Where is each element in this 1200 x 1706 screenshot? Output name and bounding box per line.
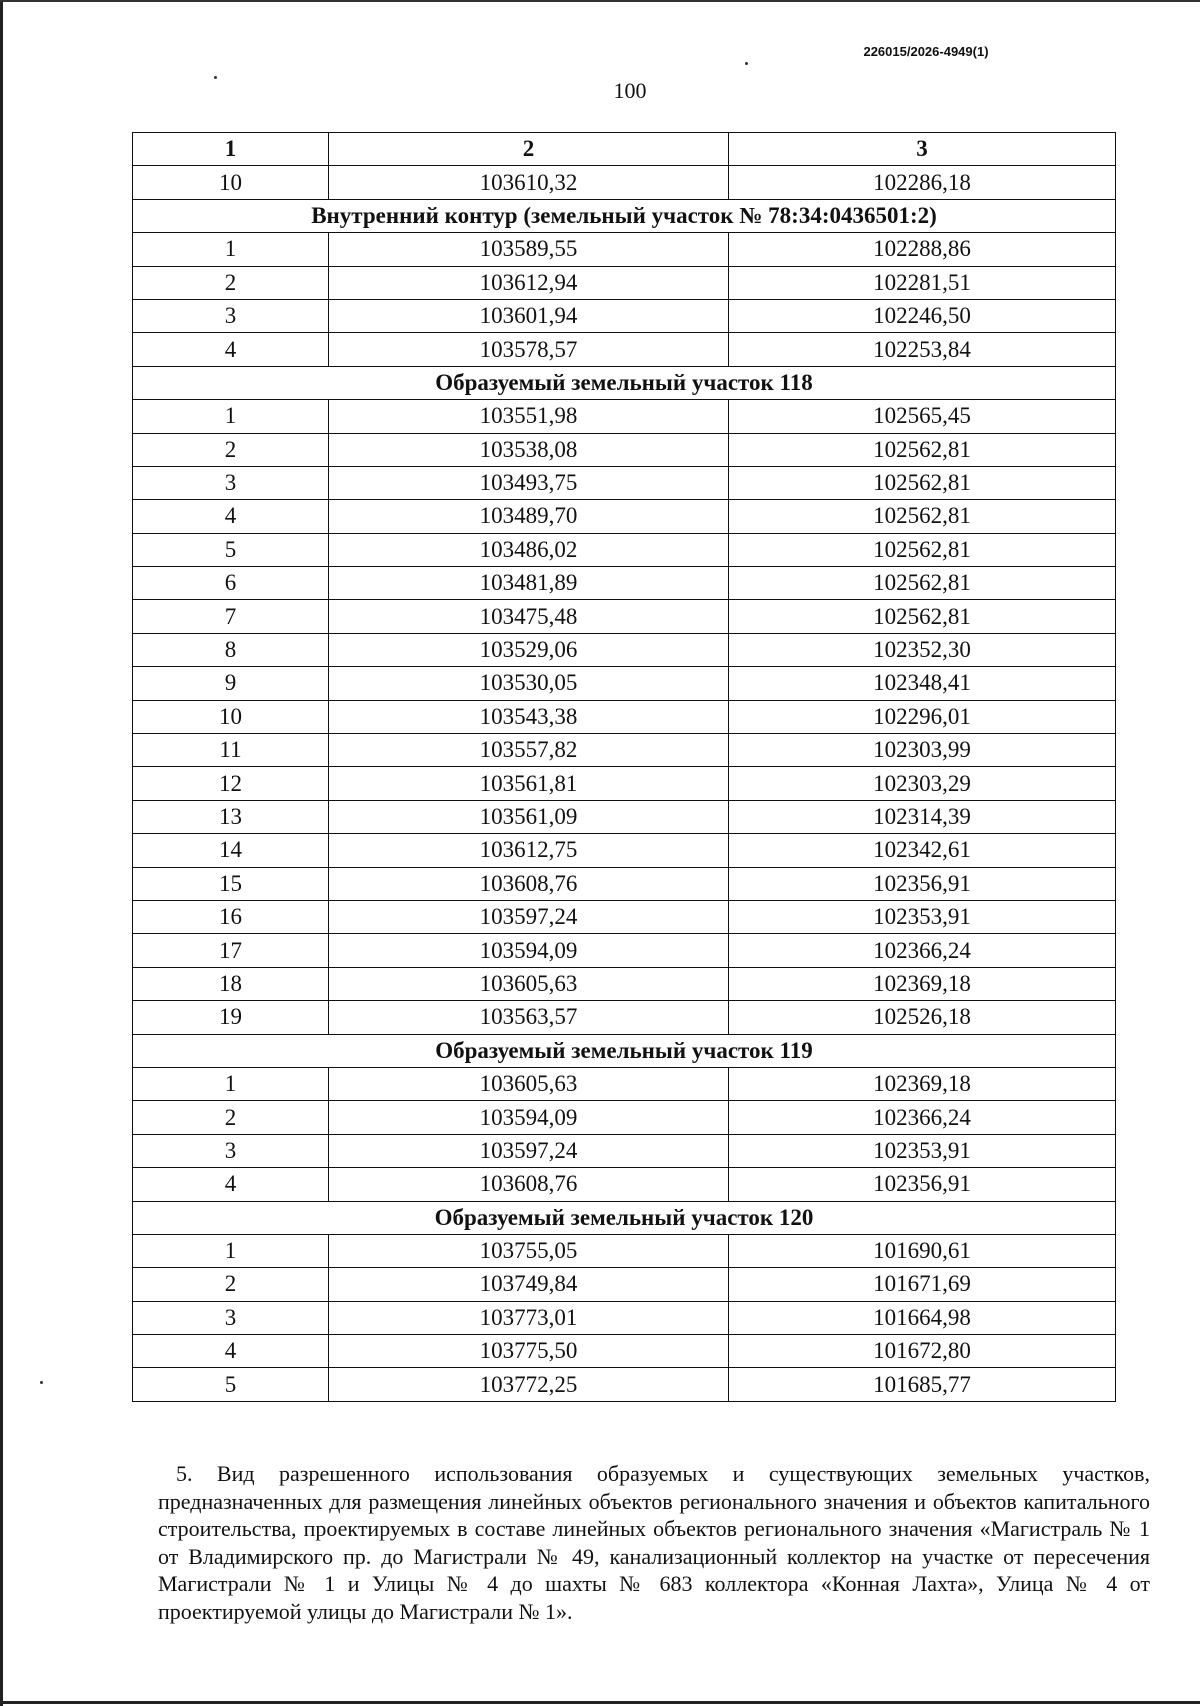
point-number-cell: 3 xyxy=(133,466,329,499)
point-number-cell: 2 xyxy=(133,266,329,299)
x-coordinate-cell: 103589,55 xyxy=(329,233,729,266)
y-coordinate-cell: 101672,80 xyxy=(729,1335,1116,1368)
y-coordinate-cell: 102353,91 xyxy=(729,1134,1116,1167)
x-coordinate-cell: 103489,70 xyxy=(329,500,729,533)
table-section-row xyxy=(133,1034,1116,1067)
x-coordinate-cell: 103597,24 xyxy=(329,1134,729,1167)
point-number-cell: 1 xyxy=(133,1067,329,1100)
table-row xyxy=(133,533,1116,566)
y-coordinate-cell: 102314,39 xyxy=(729,800,1116,833)
x-coordinate-cell: 103493,75 xyxy=(329,466,729,499)
point-number-cell: 2 xyxy=(133,1268,329,1301)
x-coordinate-cell: 103612,75 xyxy=(329,834,729,867)
x-coordinate-cell: 103749,84 xyxy=(329,1268,729,1301)
point-number-cell: 17 xyxy=(133,934,329,967)
section-title: Образуемый земельный участок 120 xyxy=(133,1201,1116,1234)
page-number: 100 xyxy=(613,78,647,103)
x-coordinate-cell: 103529,06 xyxy=(329,633,729,666)
table-row xyxy=(133,800,1116,833)
point-number-cell: 18 xyxy=(133,967,329,1000)
coordinates-table-container xyxy=(132,132,1115,1402)
y-coordinate-cell: 102562,81 xyxy=(729,500,1116,533)
point-number-cell: 10 xyxy=(133,166,329,199)
section-title: Образуемый земельный участок 119 xyxy=(133,1034,1116,1067)
y-coordinate-cell: 102526,18 xyxy=(729,1001,1116,1034)
document-registration-number: 226015/2026-4949(1) xyxy=(863,44,989,59)
table-row xyxy=(133,1168,1116,1201)
x-coordinate-cell: 103538,08 xyxy=(329,433,729,466)
point-number-cell: 15 xyxy=(133,867,329,900)
x-coordinate-cell: 103608,76 xyxy=(329,1168,729,1201)
table-row xyxy=(133,1301,1116,1334)
point-number-cell: 5 xyxy=(133,533,329,566)
y-coordinate-cell: 102356,91 xyxy=(729,1168,1116,1201)
table-row xyxy=(133,1368,1116,1401)
table-section-row xyxy=(133,366,1116,399)
x-coordinate-cell: 103551,98 xyxy=(329,400,729,433)
y-coordinate-cell: 102562,81 xyxy=(729,600,1116,633)
x-coordinate-cell: 103578,57 xyxy=(329,333,729,366)
point-number-cell: 3 xyxy=(133,1301,329,1334)
point-number-cell: 3 xyxy=(133,299,329,332)
table-row xyxy=(133,433,1116,466)
table-row xyxy=(133,266,1116,299)
x-coordinate-cell: 103594,09 xyxy=(329,934,729,967)
table-section-row xyxy=(133,1201,1116,1234)
point-number-cell: 2 xyxy=(133,433,329,466)
table-row xyxy=(133,1268,1116,1301)
table-row xyxy=(133,1067,1116,1100)
x-coordinate-cell: 103772,25 xyxy=(329,1368,729,1401)
y-coordinate-cell: 102565,45 xyxy=(729,400,1116,433)
y-coordinate-cell: 102353,91 xyxy=(729,900,1116,933)
page-frame-bottom-edge xyxy=(0,1701,1200,1704)
y-coordinate-cell: 102369,18 xyxy=(729,1067,1116,1100)
table-header-row xyxy=(133,133,1116,166)
x-coordinate-cell: 103775,50 xyxy=(329,1335,729,1368)
point-number-cell: 1 xyxy=(133,400,329,433)
table-row xyxy=(133,1234,1116,1267)
point-number-cell: 19 xyxy=(133,1001,329,1034)
y-coordinate-cell: 102366,24 xyxy=(729,934,1116,967)
point-number-cell: 1 xyxy=(133,233,329,266)
point-number-cell: 10 xyxy=(133,700,329,733)
table-row xyxy=(133,233,1116,266)
x-coordinate-cell: 103605,63 xyxy=(329,967,729,1000)
x-coordinate-cell: 103755,05 xyxy=(329,1234,729,1267)
point-number-cell: 6 xyxy=(133,567,329,600)
coordinates-table xyxy=(132,132,1116,1402)
y-coordinate-cell: 102303,99 xyxy=(729,734,1116,767)
section-title: Образуемый земельный участок 118 xyxy=(133,366,1116,399)
point-number-cell: 2 xyxy=(133,1101,329,1134)
point-number-cell: 9 xyxy=(133,667,329,700)
point-number-cell: 11 xyxy=(133,734,329,767)
scan-speck xyxy=(745,62,748,65)
y-coordinate-cell: 101671,69 xyxy=(729,1268,1116,1301)
table-body xyxy=(133,166,1116,1401)
table-row xyxy=(133,834,1116,867)
table-row xyxy=(133,867,1116,900)
section-title: Внутренний контур (земельный участок № 78:34:0436501:2) xyxy=(133,199,1116,232)
x-coordinate-cell: 103557,82 xyxy=(329,734,729,767)
point-number-cell: 5 xyxy=(133,1368,329,1401)
table-row xyxy=(133,600,1116,633)
y-coordinate-cell: 102281,51 xyxy=(729,266,1116,299)
x-coordinate-cell: 103610,32 xyxy=(329,166,729,199)
column-header: 1 xyxy=(133,133,329,166)
x-coordinate-cell: 103773,01 xyxy=(329,1301,729,1334)
point-number-cell: 14 xyxy=(133,834,329,867)
y-coordinate-cell: 102562,81 xyxy=(729,567,1116,600)
table-row xyxy=(133,166,1116,199)
point-number-cell: 7 xyxy=(133,600,329,633)
x-coordinate-cell: 103601,94 xyxy=(329,299,729,332)
table-row xyxy=(133,967,1116,1000)
x-coordinate-cell: 103561,81 xyxy=(329,767,729,800)
y-coordinate-cell: 102342,61 xyxy=(729,834,1116,867)
y-coordinate-cell: 102348,41 xyxy=(729,667,1116,700)
table-row xyxy=(133,466,1116,499)
x-coordinate-cell: 103543,38 xyxy=(329,700,729,733)
x-coordinate-cell: 103594,09 xyxy=(329,1101,729,1134)
table-row xyxy=(133,1001,1116,1034)
x-coordinate-cell: 103561,09 xyxy=(329,800,729,833)
scan-speck xyxy=(40,1381,43,1384)
x-coordinate-cell: 103475,48 xyxy=(329,600,729,633)
table-row xyxy=(133,567,1116,600)
point-number-cell: 12 xyxy=(133,767,329,800)
table-row xyxy=(133,1335,1116,1368)
y-coordinate-cell: 102246,50 xyxy=(729,299,1116,332)
table-row xyxy=(133,633,1116,666)
point-number-cell: 3 xyxy=(133,1134,329,1167)
usage-type-paragraph: 5. Вид разрешенного использования образуемых и существующих земельных участков, предназначенных для размещения линейных объектов регионального значения и объектов капитального строительства, проектируемых в составе линейных объектов регионального значения «Магистраль № 1 от Владимирского пр. до Магистрали № 49, канализационный коллектор на участке от пересечения Магистрали № 1 и Улицы № 4 до шахты № 683 коллектора «Конная Лахта», Улица № 4 от проектируемой улицы до Магистрали № 1». xyxy=(158,1461,1150,1624)
table-row xyxy=(133,900,1116,933)
x-coordinate-cell: 103486,02 xyxy=(329,533,729,566)
table-row xyxy=(133,767,1116,800)
x-coordinate-cell: 103563,57 xyxy=(329,1001,729,1034)
y-coordinate-cell: 102366,24 xyxy=(729,1101,1116,1134)
point-number-cell: 4 xyxy=(133,333,329,366)
x-coordinate-cell: 103481,89 xyxy=(329,567,729,600)
y-coordinate-cell: 101685,77 xyxy=(729,1368,1116,1401)
y-coordinate-cell: 102562,81 xyxy=(729,433,1116,466)
y-coordinate-cell: 102562,81 xyxy=(729,533,1116,566)
x-coordinate-cell: 103612,94 xyxy=(329,266,729,299)
column-header: 2 xyxy=(329,133,729,166)
table-row xyxy=(133,700,1116,733)
point-number-cell: 16 xyxy=(133,900,329,933)
table-row xyxy=(133,500,1116,533)
point-number-cell: 1 xyxy=(133,1234,329,1267)
scan-speck xyxy=(214,76,217,79)
point-number-cell: 13 xyxy=(133,800,329,833)
y-coordinate-cell: 102288,86 xyxy=(729,233,1116,266)
y-coordinate-cell: 102562,81 xyxy=(729,466,1116,499)
table-row xyxy=(133,667,1116,700)
point-number-cell: 8 xyxy=(133,633,329,666)
page-frame-left-edge xyxy=(0,0,3,1706)
x-coordinate-cell: 103530,05 xyxy=(329,667,729,700)
table-row xyxy=(133,734,1116,767)
x-coordinate-cell: 103597,24 xyxy=(329,900,729,933)
y-coordinate-cell: 101664,98 xyxy=(729,1301,1116,1334)
table-row xyxy=(133,1134,1116,1167)
table-row xyxy=(133,1101,1116,1134)
table-section-row xyxy=(133,199,1116,232)
point-number-cell: 4 xyxy=(133,1168,329,1201)
y-coordinate-cell: 102352,30 xyxy=(729,633,1116,666)
point-number-cell: 4 xyxy=(133,1335,329,1368)
y-coordinate-cell: 102286,18 xyxy=(729,166,1116,199)
y-coordinate-cell: 102303,29 xyxy=(729,767,1116,800)
y-coordinate-cell: 102369,18 xyxy=(729,967,1116,1000)
column-header: 3 xyxy=(729,133,1116,166)
y-coordinate-cell: 102296,01 xyxy=(729,700,1116,733)
table-row xyxy=(133,299,1116,332)
table-row xyxy=(133,400,1116,433)
x-coordinate-cell: 103608,76 xyxy=(329,867,729,900)
page-frame-top-edge xyxy=(0,0,1200,2)
y-coordinate-cell: 102253,84 xyxy=(729,333,1116,366)
point-number-cell: 4 xyxy=(133,500,329,533)
x-coordinate-cell: 103605,63 xyxy=(329,1067,729,1100)
table-row xyxy=(133,333,1116,366)
y-coordinate-cell: 101690,61 xyxy=(729,1234,1116,1267)
y-coordinate-cell: 102356,91 xyxy=(729,867,1116,900)
table-row xyxy=(133,934,1116,967)
